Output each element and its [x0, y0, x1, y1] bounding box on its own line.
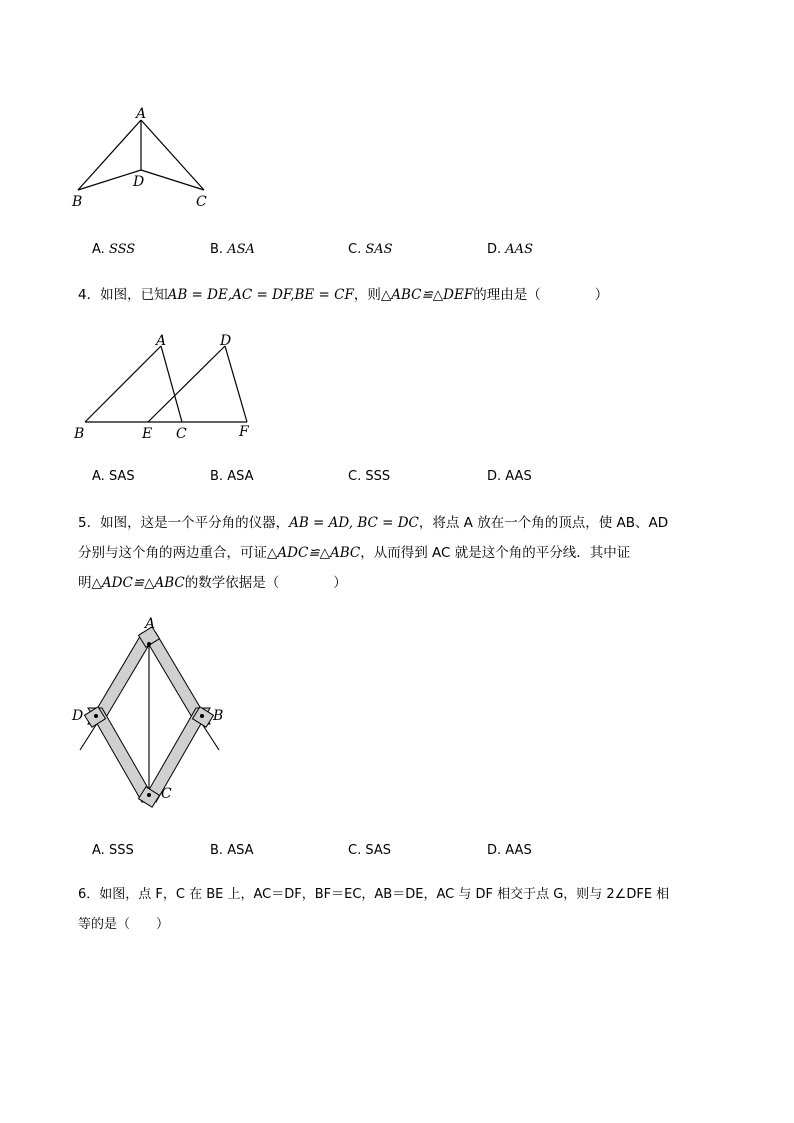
fig5-label-a: A — [145, 616, 156, 632]
question-6 — [78, 880, 728, 940]
figure-q3-triangle — [60, 100, 230, 215]
figure-q5-bisector-instrument — [65, 612, 235, 812]
fig3-label-d: D — [133, 174, 145, 190]
q4-option-d[interactable]: D. AAS — [487, 469, 532, 484]
q5-options — [92, 843, 612, 863]
fig4-label-f: F — [239, 424, 249, 440]
q5-option-a[interactable]: A. SSS — [92, 843, 134, 858]
fig3-label-b: B — [72, 194, 83, 210]
q4-option-b[interactable]: B. ASA — [210, 469, 254, 484]
fig4-label-a: A — [156, 333, 167, 349]
q5-option-d[interactable]: D. AAS — [487, 843, 532, 858]
q5-line-3: 明△ADC≌△ABC的数学依据是（ ） — [78, 575, 347, 591]
fig5-label-d: D — [72, 708, 84, 724]
q3-option-c[interactable]: C. SAS — [348, 242, 393, 257]
q5-line-1: 5．如图，这是一个平分角的仪器，AB = AD, BC = DC，将点 A 放在一个角的顶点，使 AB、AD — [78, 515, 669, 531]
figure-q4-triangles — [65, 330, 265, 445]
q4-option-a[interactable]: A. SAS — [92, 469, 135, 484]
fig5-label-c: C — [161, 786, 172, 802]
q3-option-d[interactable]: D. AAS — [487, 242, 533, 257]
fig4-label-c: C — [176, 426, 187, 442]
fig4-label-e: E — [142, 426, 153, 442]
fig5-label-b: B — [213, 708, 224, 724]
q6-line-2: 等的是（ ） — [78, 917, 170, 932]
q4-option-c[interactable]: C. SSS — [348, 469, 391, 484]
fig4-label-b: B — [74, 426, 85, 442]
q3-option-b[interactable]: B. ASA — [210, 242, 255, 257]
q5-line-2: 分别与这个角的两边重合，可证△ADC≌△ABC，从而得到 AC 就是这个角的平分线．其中证 — [78, 545, 631, 561]
q3-options — [92, 242, 612, 262]
q6-line-1: 6．如图，点 F，C 在 BE 上，AC＝DF，BF＝EC，AB＝DE，AC 与 DF 相交于点 G，则与 2∠DFE 相 — [78, 887, 670, 902]
q5-option-b[interactable]: B. ASA — [210, 843, 254, 858]
fig4-label-d: D — [220, 333, 232, 349]
fig3-label-c: C — [196, 194, 207, 210]
fig3-label-a: A — [136, 106, 147, 122]
q5-option-c[interactable]: C. SAS — [348, 843, 391, 858]
q3-option-a[interactable]: A. SSS — [92, 242, 136, 257]
q4-options — [92, 469, 612, 489]
question-5 — [78, 508, 728, 598]
question-4: 4．如图，已知AB = DE,AC = DF,BE = CF，则△ABC≌△DEF的理由是（ ） — [78, 287, 609, 303]
